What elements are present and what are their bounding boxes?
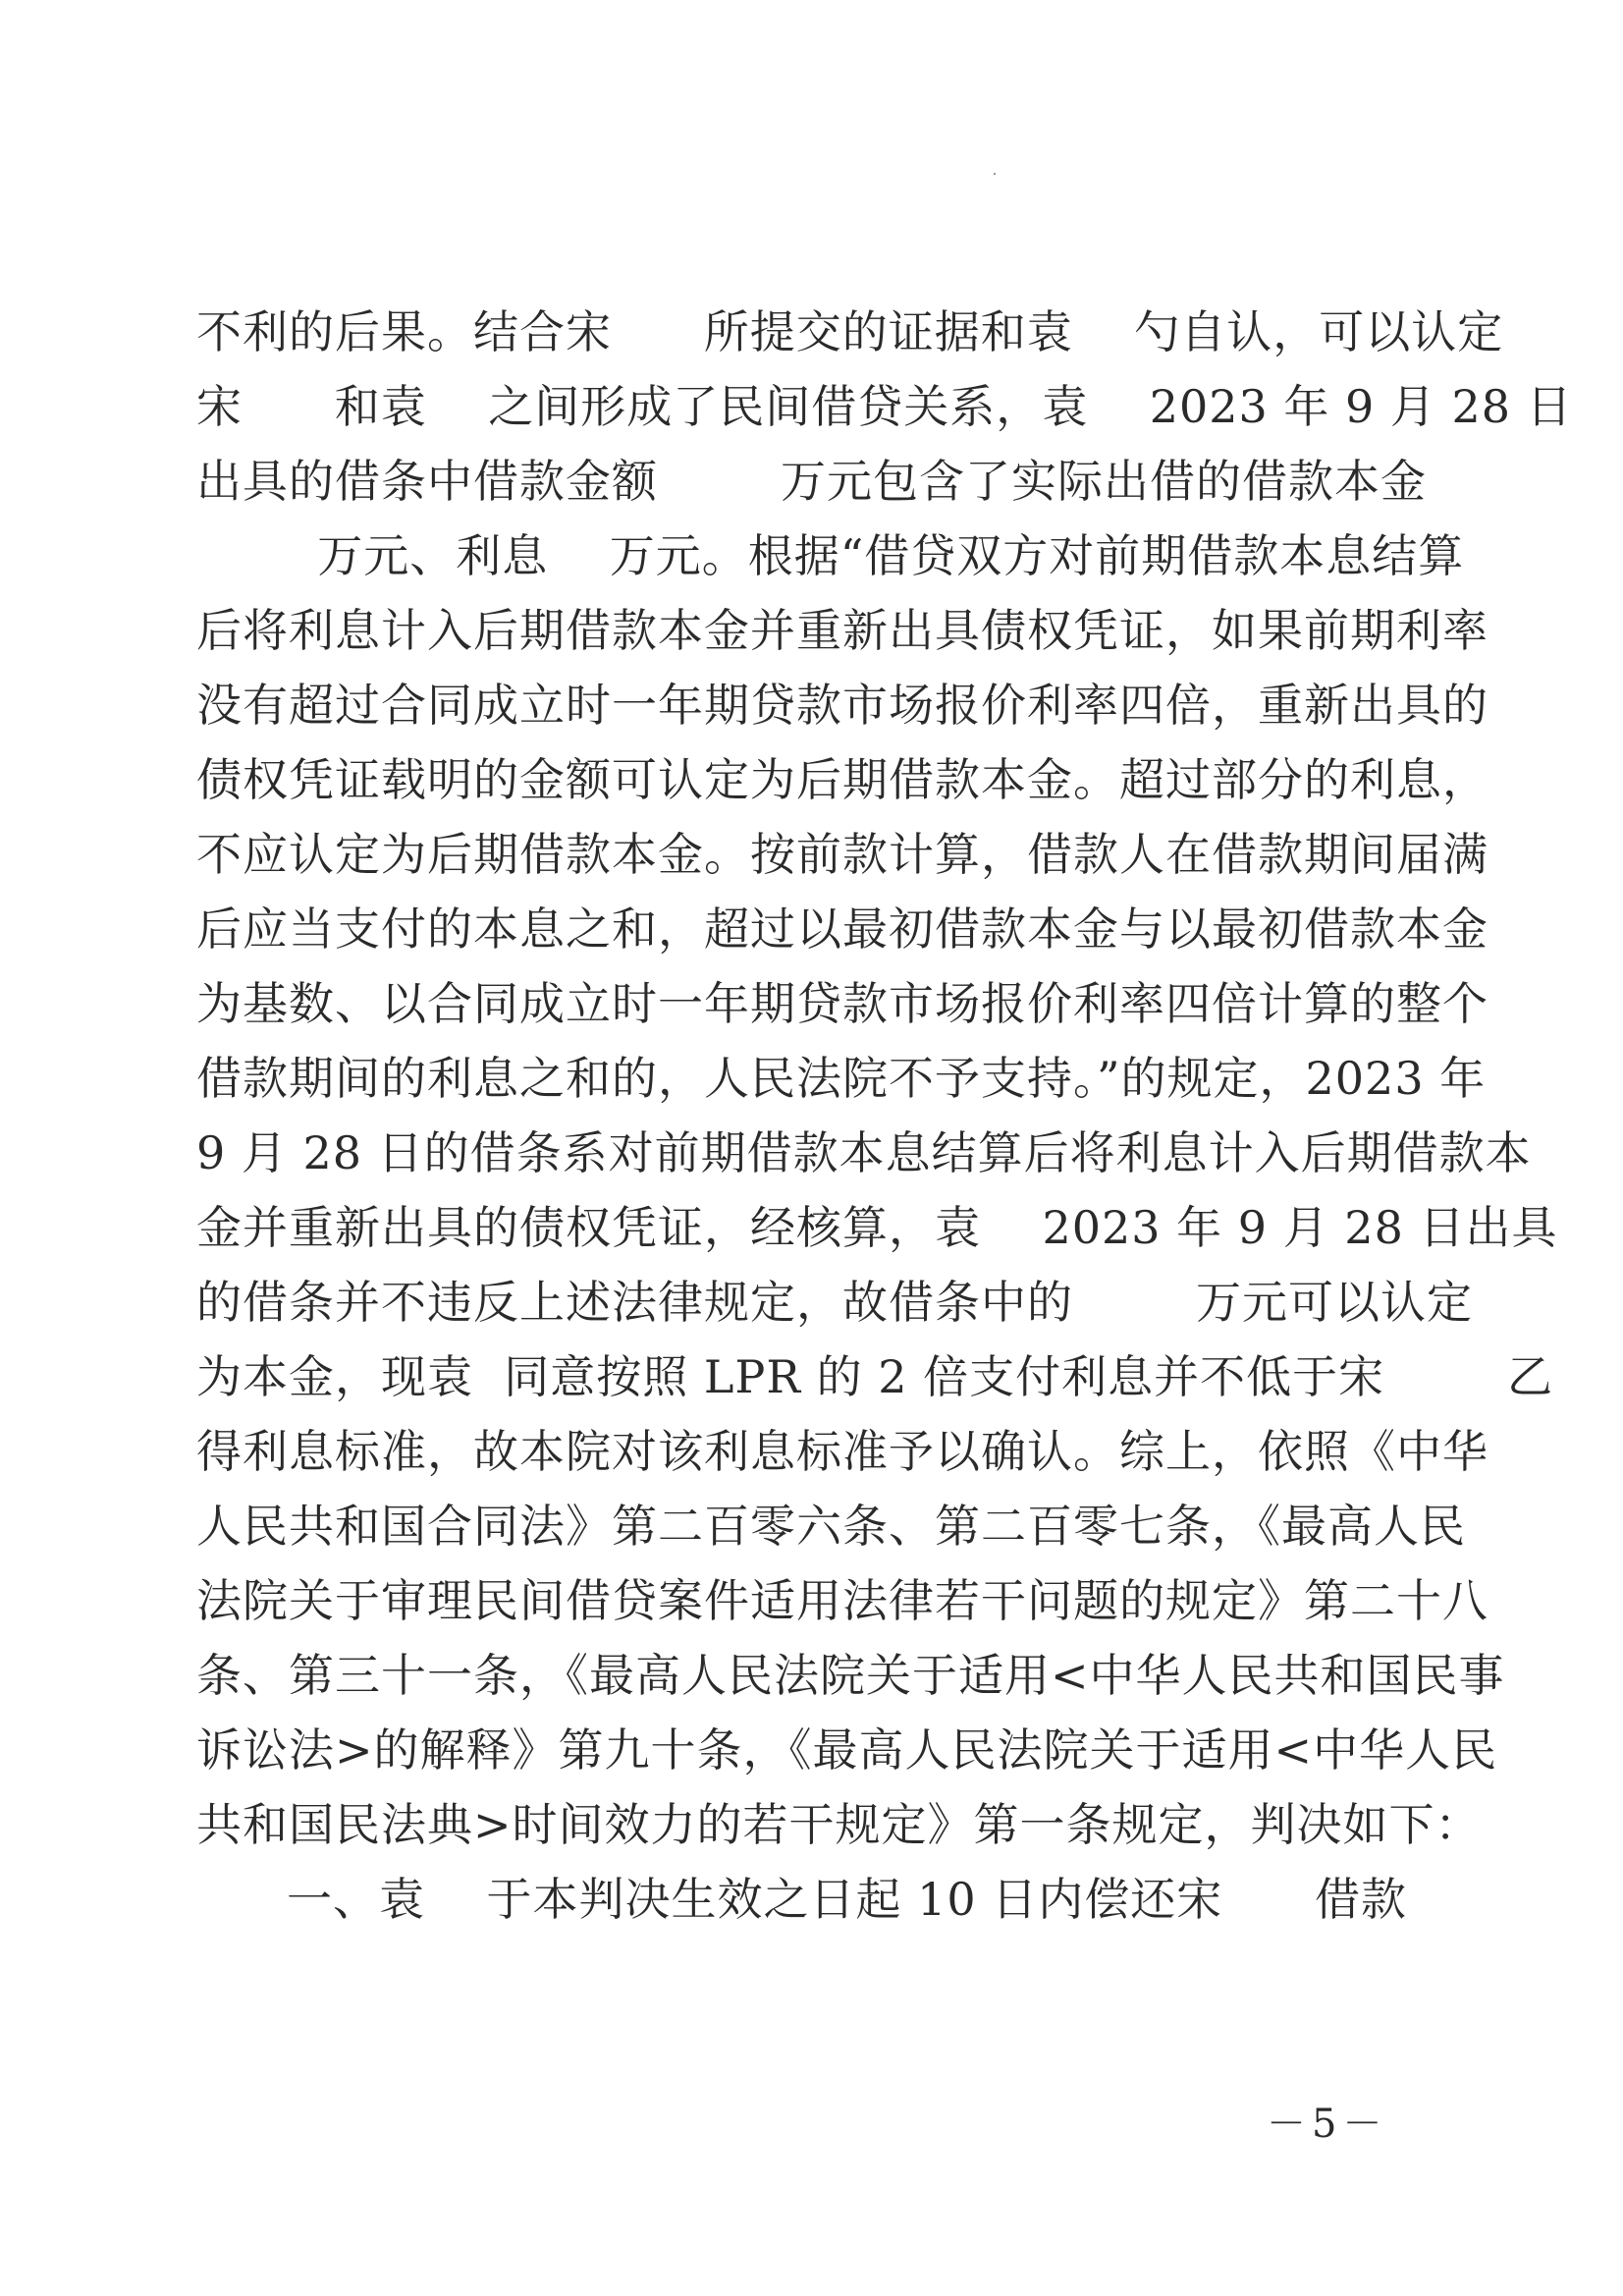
- text-line: 诉讼法>的解释》第九十条，《最高人民法院关于适用<中华人民: [196, 1723, 1498, 1777]
- text-line: 金并重新出具的债权凭证，经核算，袁 2023 年 9 月 28 日出具: [196, 1201, 1558, 1254]
- text-line: 条、第三十一条，《最高人民法院关于适用<中华人民共和国民事: [196, 1649, 1505, 1702]
- text-line: 的借条并不违反上述法律规定，故借条中的 万元可以认定: [196, 1276, 1473, 1329]
- text-line: 法院关于审理民间借贷案件适用法律若干问题的规定》第二十八: [196, 1574, 1488, 1627]
- text-line: 后应当支付的本息之和，超过以最初借款本金与以最初借款本金: [196, 902, 1488, 956]
- judgment-body-text: [196, 295, 1573, 1937]
- text-line: 人民共和国合同法》第二百零六条、第二百零七条，《最高人民: [196, 1500, 1466, 1553]
- text-line: 不利的后果。结合宋 所提交的证据和袁 勺自认，可以认定: [196, 305, 1504, 358]
- text-line: 为基数、以合同成立时一年期贷款市场报价利率四倍计算的整个: [196, 977, 1488, 1030]
- scan-speck: [994, 173, 996, 175]
- text-line: 得利息标准，故本院对该利息标准予以确认。综上，依照《中华: [196, 1425, 1488, 1478]
- text-line: 出具的借条中借款金额 万元包含了实际出借的借款本金: [196, 455, 1427, 508]
- text-line: 万元、利息 万元。根据“借贷双方对前期借款本息结算: [287, 529, 1465, 582]
- text-line: 没有超过合同成立时一年期贷款市场报价利率四倍，重新出具的: [196, 679, 1488, 732]
- text-line: 借款期间的利息之和的，人民法院不予支持。”的规定，2023 年: [196, 1052, 1487, 1105]
- judgment-item-1: 一、袁 于本判决生效之日起 10 日内偿还宋 借款: [287, 1873, 1407, 1926]
- text-line: 宋 和袁 之间形成了民间借贷关系，袁 2023 年 9 月 28 日: [196, 380, 1573, 433]
- text-line: 共和国民法典>时间效力的若干规定》第一条规定，判决如下：: [196, 1798, 1482, 1851]
- text-line: 9 月 28 日的借条系对前期借款本息结算后将利息计入后期借款本: [196, 1126, 1532, 1179]
- text-line: 为本金，现袁 同意按照 LPR 的 2 倍支付利息并不低于宋 乙: [196, 1350, 1554, 1403]
- page-number: －5－: [1267, 2102, 1388, 2147]
- text-line: 不应认定为后期借款本金。按前款计算，借款人在借款期间届满: [196, 828, 1488, 881]
- text-line: 后将利息计入后期借款本金并重新出具债权凭证，如果前期利率: [196, 604, 1488, 657]
- text-line: 债权凭证载明的金额可认定为后期借款本金。超过部分的利息，: [196, 753, 1488, 806]
